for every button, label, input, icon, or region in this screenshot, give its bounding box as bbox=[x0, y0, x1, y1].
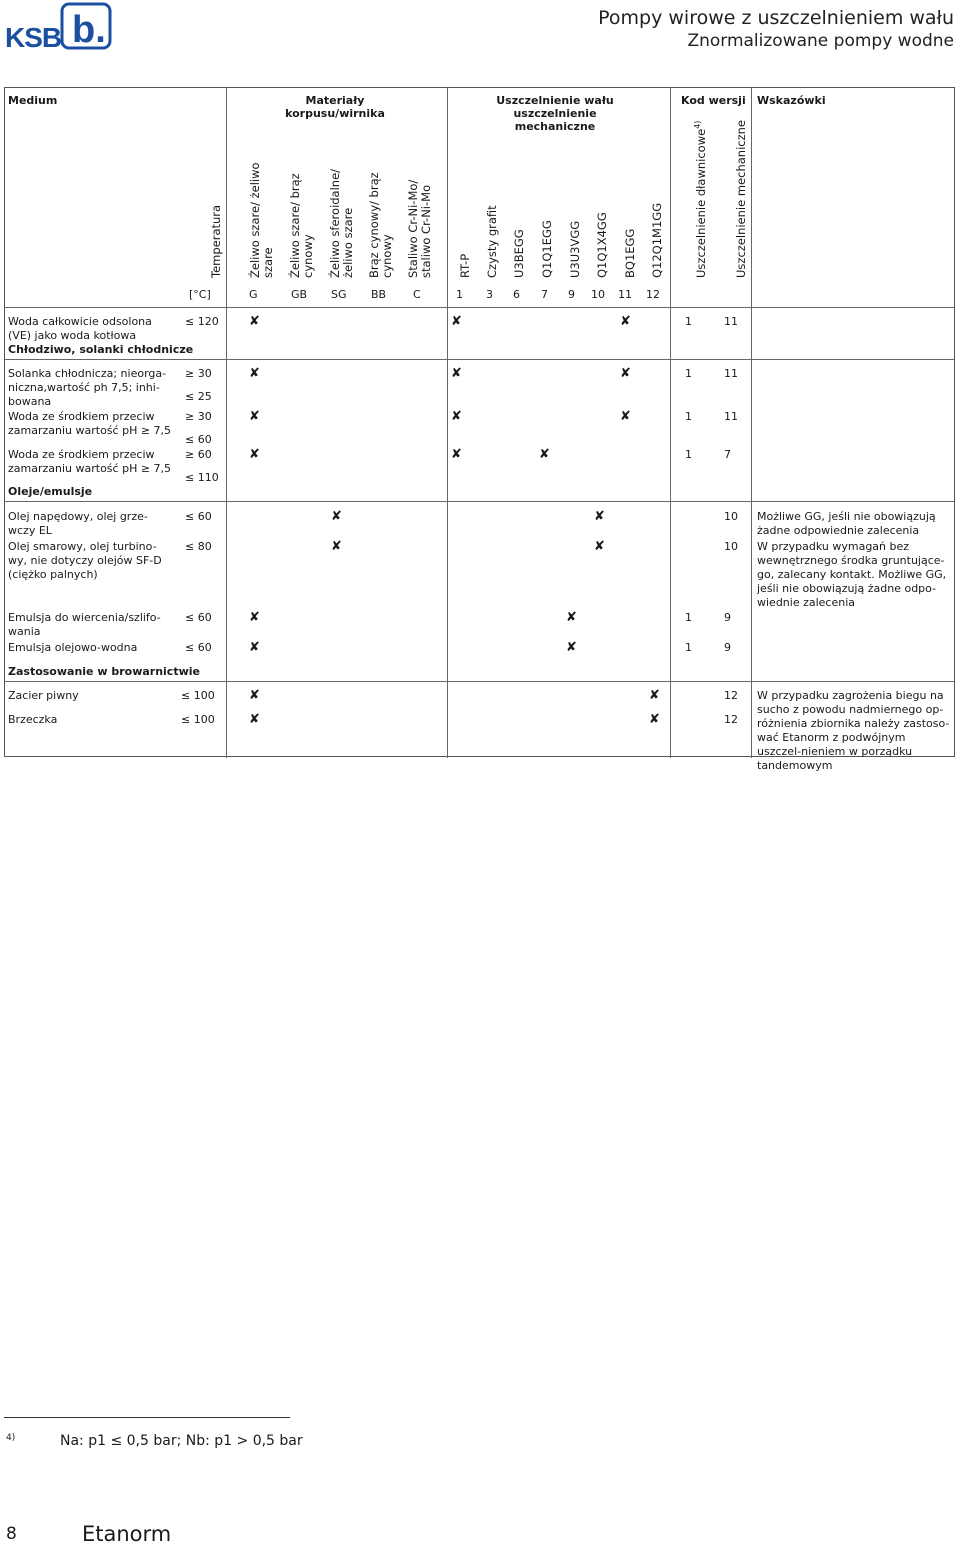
col-seal-8: Q12Q1M1GG bbox=[650, 202, 664, 278]
row10-medium: Brzeczka bbox=[8, 713, 58, 726]
row7-version-1: 1 bbox=[685, 611, 692, 624]
row7-medium: Emulsja do wiercenia/szlifo-wania bbox=[8, 611, 161, 638]
row3-temp-min: ≥ 30 bbox=[185, 410, 212, 423]
code-mat-5: C bbox=[413, 288, 421, 301]
row5-medium: Olej napędowy, olej grze-wczy EL bbox=[8, 510, 148, 537]
code-seal-7: 11 bbox=[618, 288, 632, 301]
row7-mark-mat1: ✘ bbox=[249, 610, 260, 625]
footnote-rule bbox=[4, 1417, 290, 1418]
row5-version-2: 10 bbox=[724, 510, 738, 523]
page-title: Pompy wirowe z uszczelnieniem wału bbox=[598, 7, 954, 29]
row8-version-1: 1 bbox=[685, 641, 692, 654]
col-seal-5: U3U3VGG bbox=[568, 220, 582, 278]
col-version-2: Uszczelnienie mechaniczne bbox=[734, 120, 748, 278]
row7-version-2: 9 bbox=[724, 611, 731, 624]
code-mat-1: G bbox=[249, 288, 258, 301]
code-seal-4: 7 bbox=[541, 288, 548, 301]
row2-mark-seal7: ✘ bbox=[620, 366, 631, 381]
row2-medium: Solanka chłodnicza; nieorga-niczna,wartość ph 7,5; inhi-bowana bbox=[8, 367, 167, 408]
row6-mark-seal6: ✘ bbox=[594, 539, 605, 554]
row4-medium: Woda ze środkiem przeciw zamarzaniu wartość pH ≥ 7,5 bbox=[8, 448, 172, 475]
col-version-1 bbox=[691, 121, 708, 278]
col-mat-5: Staliwo Cr-Ni-Mo/ staliwo Cr-Ni-Mo bbox=[406, 179, 433, 278]
code-seal-3: 6 bbox=[513, 288, 520, 301]
ksb-logo-text: KSB bbox=[5, 22, 62, 53]
row2-temp-max: ≤ 25 bbox=[185, 390, 212, 403]
row8-mark-seal5: ✘ bbox=[566, 640, 577, 655]
row8-mark-mat1: ✘ bbox=[249, 640, 260, 655]
row2-mark-seal1: ✘ bbox=[451, 366, 462, 381]
col-version-1-footnote-ref: 4) bbox=[693, 120, 702, 129]
header-divider bbox=[5, 307, 954, 308]
section-coolants: Chłodziwo, solanki chłodnicze bbox=[8, 343, 194, 356]
header-seal: Uszczelnienie wału uszczelnienie mechaniczne bbox=[496, 94, 614, 133]
code-seal-5: 9 bbox=[568, 288, 575, 301]
row4-version-2: 7 bbox=[724, 448, 731, 461]
header-medium: Medium bbox=[8, 94, 58, 107]
col-divider-seal bbox=[447, 88, 448, 758]
col-divider-materials bbox=[226, 88, 227, 758]
row4-version-1: 1 bbox=[685, 448, 692, 461]
page-title-block bbox=[598, 6, 954, 52]
code-mat-2: GB bbox=[291, 288, 308, 301]
page-number: 8 bbox=[6, 1524, 17, 1544]
code-mat-3: SG bbox=[331, 288, 347, 301]
row5-temp: ≤ 60 bbox=[185, 510, 212, 523]
row1-temp: ≤ 120 bbox=[185, 315, 219, 328]
code-seal-6: 10 bbox=[591, 288, 605, 301]
row1-mark-seal7: ✘ bbox=[620, 314, 631, 329]
row8-medium: Emulsja olejowo-wodna bbox=[8, 641, 138, 654]
header-version: Kod wersji bbox=[681, 94, 746, 107]
col-temperature: Temperatura bbox=[209, 204, 223, 278]
row3-temp-max: ≤ 60 bbox=[185, 433, 212, 446]
section-brewing: Zastosowanie w browarnictwie bbox=[8, 665, 200, 678]
col-mat-2: Żeliwo szare/ brąz cynowy bbox=[288, 173, 315, 278]
code-seal-2: 3 bbox=[486, 288, 493, 301]
row3-mark-mat1: ✘ bbox=[249, 409, 260, 424]
header-notes: Wskazówki bbox=[757, 94, 826, 107]
row1-version-2: 11 bbox=[724, 315, 738, 328]
col-version-1-label: Uszczelnienie dławnicowe bbox=[693, 128, 708, 278]
compatibility-table bbox=[4, 87, 955, 772]
row1-mark-mat1: ✘ bbox=[249, 314, 260, 329]
row9-version-2: 12 bbox=[724, 689, 738, 702]
row10-temp: ≤ 100 bbox=[181, 713, 215, 726]
row4-mark-seal4: ✘ bbox=[539, 447, 550, 462]
row10-version-2: 12 bbox=[724, 713, 738, 726]
row5-mark-mat3: ✘ bbox=[331, 509, 342, 524]
row2-temp-min: ≥ 30 bbox=[185, 367, 212, 380]
row2-version-2: 11 bbox=[724, 367, 738, 380]
ksb-logo-mark-icon bbox=[60, 2, 116, 50]
row7-mark-seal5: ✘ bbox=[566, 610, 577, 625]
col-seal-6: Q1Q1X4GG bbox=[595, 212, 609, 278]
code-seal-8: 12 bbox=[646, 288, 660, 301]
footnote-text: Na: p1 ≤ 0,5 bar; Nb: p1 > 0,5 bar bbox=[60, 1433, 303, 1449]
row6-version-2: 10 bbox=[724, 540, 738, 553]
row9-medium: Zacier piwny bbox=[8, 689, 79, 702]
row3-version-1: 1 bbox=[685, 410, 692, 423]
row9-note: W przypadku zagrożenia biegu na sucho z powodu nadmiernego op-różnienia zbiornika należy zastoso-wać Etanorm z podwójnym uszczel-nieniem w porządku tandemowym bbox=[757, 689, 950, 772]
row1-medium: Woda całkowicie odsolona (VE) jako woda kotłowa bbox=[8, 315, 152, 342]
header-materials: Materiały korpusu/wirnika bbox=[285, 94, 385, 120]
section-divider-3 bbox=[5, 681, 954, 682]
row6-temp: ≤ 80 bbox=[185, 540, 212, 553]
footnote-marker: 4) bbox=[6, 1433, 16, 1443]
row8-version-2: 9 bbox=[724, 641, 731, 654]
row5-mark-seal6: ✘ bbox=[594, 509, 605, 524]
row10-mark-mat1: ✘ bbox=[249, 712, 260, 727]
row9-temp: ≤ 100 bbox=[181, 689, 215, 702]
col-seal-4: Q1Q1EGG bbox=[540, 220, 554, 278]
row4-mark-mat1: ✘ bbox=[249, 447, 260, 462]
row4-temp-min: ≥ 60 bbox=[185, 448, 212, 461]
row3-version-2: 11 bbox=[724, 410, 738, 423]
row1-version-1: 1 bbox=[685, 315, 692, 328]
col-divider-notes bbox=[751, 88, 752, 758]
row9-mark-mat1: ✘ bbox=[249, 688, 260, 703]
row4-mark-seal1: ✘ bbox=[451, 447, 462, 462]
row7-temp: ≤ 60 bbox=[185, 611, 212, 624]
col-divider-version bbox=[670, 88, 671, 758]
row4-temp-max: ≤ 110 bbox=[185, 471, 219, 484]
col-seal-3: U3BEGG bbox=[512, 229, 526, 278]
row5-note: Możliwe GG, jeśli nie obowiązują żadne odpowiednie zalecenia bbox=[757, 510, 936, 537]
code-seal-1: 1 bbox=[456, 288, 463, 301]
row10-mark-seal8: ✘ bbox=[649, 712, 660, 727]
page-subtitle: Znormalizowane pompy wodne bbox=[687, 31, 954, 51]
row3-mark-seal7: ✘ bbox=[620, 409, 631, 424]
col-seal-1: RT-P bbox=[458, 253, 472, 278]
col-mat-1: Żeliwo szare/ żeliwo szare bbox=[248, 162, 275, 278]
section-oils: Oleje/emulsje bbox=[8, 485, 93, 498]
row6-medium: Olej smarowy, olej turbino-wy, nie dotyczy olejów SF-D (ciężko palnych) bbox=[8, 540, 162, 581]
code-mat-4: BB bbox=[371, 288, 387, 301]
col-seal-2: Czysty grafit bbox=[485, 205, 499, 278]
row6-note: W przypadku wymagań bez wewnętrznego środka gruntujące-go, zalecany kontakt. Możliwe GG, jeśli nie obowiązują żadne odpo-wiednie zalecenia bbox=[757, 540, 947, 609]
code-unit: [°C] bbox=[189, 288, 211, 301]
col-mat-3: Żeliwo sferoidalne/ żeliwo szare bbox=[328, 168, 355, 278]
section-divider-2 bbox=[5, 501, 954, 502]
row2-version-1: 1 bbox=[685, 367, 692, 380]
section-divider-1 bbox=[5, 359, 954, 360]
row1-mark-seal1: ✘ bbox=[451, 314, 462, 329]
document-name: Etanorm bbox=[82, 1522, 172, 1546]
row6-mark-mat3: ✘ bbox=[331, 539, 342, 554]
row8-temp: ≤ 60 bbox=[185, 641, 212, 654]
col-mat-4: Brąz cynowy/ brąz cynowy bbox=[367, 172, 394, 278]
col-seal-7: BQ1EGG bbox=[623, 228, 637, 278]
row3-mark-seal1: ✘ bbox=[451, 409, 462, 424]
row9-mark-seal8: ✘ bbox=[649, 688, 660, 703]
row2-mark-mat1: ✘ bbox=[249, 366, 260, 381]
row3-medium: Woda ze środkiem przeciw zamarzaniu wartość pH ≥ 7,5 bbox=[8, 410, 172, 437]
logo-b-glyph: b. bbox=[72, 9, 106, 50]
